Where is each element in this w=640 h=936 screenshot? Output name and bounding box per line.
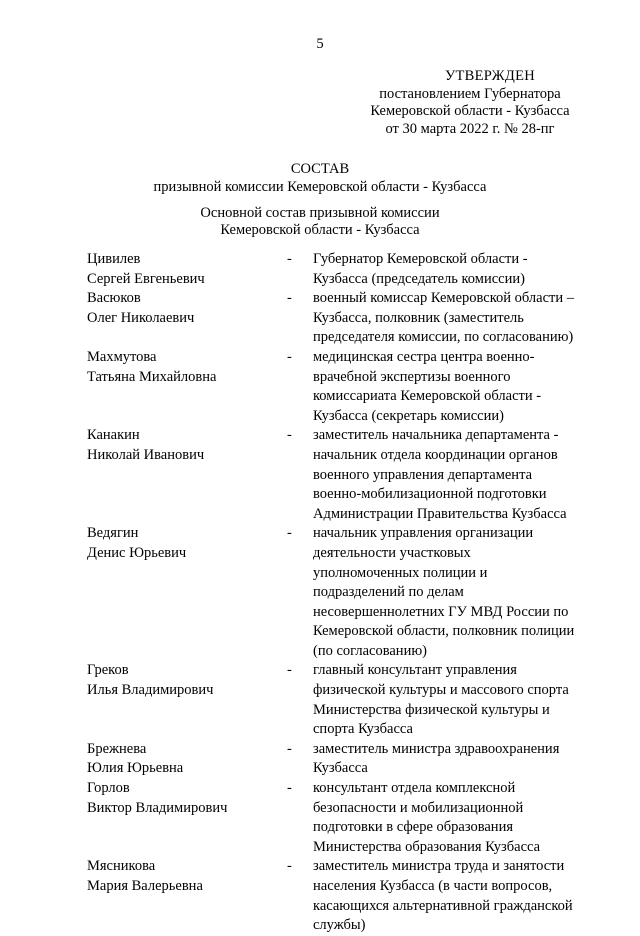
member-surname: Цивилев	[87, 251, 141, 267]
member-position	[313, 250, 593, 289]
member-name	[87, 857, 287, 935]
member-position-line: физической культуры и массового спорта	[313, 682, 569, 699]
member-position-line: военный комиссар Кемеровской области –	[313, 290, 574, 307]
member-dash: -	[287, 348, 292, 365]
member-surname: Ведягин	[87, 525, 139, 542]
member-position-line: деятельности участковых	[313, 544, 471, 561]
member-position-line: службы)	[313, 917, 366, 934]
member-dash: -	[287, 858, 292, 875]
member-row	[87, 426, 607, 524]
member-position-line: Кузбасса (председатель комиссии)	[313, 270, 525, 287]
document-subtitle: призывной комиссии Кемеровской области - Кузбасса	[153, 179, 487, 195]
approval-line: постановлением Губернатора	[379, 85, 561, 102]
member-position-line: спорта Кузбасса	[313, 721, 413, 738]
member-given-name: Сергей Евгеньевич	[87, 270, 205, 287]
member-position-line: несовершеннолетних ГУ МВД России по	[313, 603, 569, 620]
member-dash: -	[287, 662, 292, 679]
member-given-name: Денис Юрьевич	[87, 544, 187, 561]
member-position-line: (по согласованию)	[313, 642, 427, 659]
member-position-line: Губернатор Кемеровской области -	[313, 251, 528, 267]
document-title: СОСТАВ	[290, 161, 350, 177]
member-position-line: Администрации Правительства Кузбасса	[313, 505, 567, 522]
member-surname: Васюков	[87, 290, 141, 307]
member-name	[87, 740, 287, 779]
member-dash: -	[287, 251, 292, 267]
page-number: 5	[316, 36, 324, 52]
member-position-line: касающихся альтернативной гражданской	[313, 897, 573, 914]
member-name	[87, 779, 287, 857]
member-position-line: военно-мобилизационной подготовки	[313, 486, 547, 503]
member-position-line: Кузбасса, полковник (заместитель	[313, 309, 524, 326]
member-dash: -	[287, 740, 292, 757]
member-list	[87, 250, 607, 936]
member-position-line: Министерства образования Кузбасса	[313, 838, 541, 855]
approval-date: от 30 марта 2022 г. № 28-пг	[385, 120, 555, 137]
member-position-line: заместитель министра здравоохранения	[313, 740, 560, 757]
member-position	[313, 779, 593, 857]
member-position-line: подразделений по делам	[313, 584, 464, 601]
member-position-line: Кузбасса (секретарь комиссии)	[313, 407, 504, 424]
member-position-line: председателя комиссии, по согласованию)	[313, 329, 574, 346]
approval-line: Кемеровской области - Кузбасса	[370, 103, 570, 119]
member-position-line: главный консультант управления	[313, 662, 517, 679]
member-position-line: военного управления департамента	[313, 466, 533, 483]
member-position-line: Кемеровской области, полковник полиции	[313, 623, 575, 640]
member-position-line: начальник отдела координации органов	[313, 446, 558, 463]
member-position-line: заместитель начальника департамента -	[313, 427, 559, 444]
member-row	[87, 289, 607, 348]
member-position-line: Кузбасса	[313, 760, 368, 777]
member-given-name: Илья Владимирович	[87, 682, 214, 699]
member-dash: -	[287, 427, 292, 444]
member-row	[87, 348, 607, 426]
member-position	[313, 661, 593, 739]
member-row	[87, 661, 607, 739]
member-position-line: безопасности и мобилизационной	[313, 799, 524, 816]
member-position-line: начальник управления организации	[313, 525, 534, 542]
member-given-name: Николай Иванович	[87, 446, 205, 463]
member-position-line: уполномоченных полиции и	[313, 564, 488, 581]
member-position-line: подготовки в сфере образования	[313, 819, 513, 836]
member-surname: Греков	[87, 662, 129, 679]
section-heading	[0, 205, 640, 239]
member-position-line: заместитель министра труда и занятости	[313, 858, 565, 875]
section-title-line: Основной состав призывной комиссии	[200, 205, 440, 221]
member-position-line: врачебной экспертизы военного	[313, 368, 511, 385]
member-position-line: консультант отдела комплексной	[313, 780, 516, 797]
member-surname: Брежнева	[87, 740, 147, 757]
member-name	[87, 289, 287, 348]
member-row	[87, 740, 607, 779]
member-dash: -	[287, 525, 292, 542]
approval-block	[340, 68, 600, 138]
member-surname: Канакин	[87, 427, 140, 444]
section-title-line: Кемеровской области - Кузбасса	[220, 222, 420, 238]
member-name	[87, 348, 287, 426]
member-surname: Горлов	[87, 780, 130, 797]
member-dash: -	[287, 290, 292, 307]
member-given-name: Татьяна Михайловна	[87, 368, 217, 385]
member-given-name: Мария Валерьевна	[87, 878, 203, 894]
member-row	[87, 779, 607, 857]
member-row	[87, 524, 607, 661]
member-name	[87, 426, 287, 524]
member-row	[87, 250, 607, 289]
member-row	[87, 857, 607, 935]
member-position-line: населения Кузбасса (в части вопросов,	[313, 878, 553, 894]
member-position-line: Министерства физической культуры и	[313, 701, 550, 718]
member-given-name: Виктор Владимирович	[87, 799, 228, 816]
approval-title: УТВЕРЖДЕН	[444, 68, 536, 84]
member-name	[87, 661, 287, 739]
member-position	[313, 740, 593, 779]
member-position	[313, 524, 593, 661]
member-position	[313, 348, 593, 426]
member-given-name: Олег Николаевич	[87, 309, 195, 326]
member-surname: Мясникова	[87, 858, 156, 875]
member-given-name: Юлия Юрьевна	[87, 760, 184, 777]
member-position	[313, 426, 593, 524]
member-name	[87, 524, 287, 661]
document-heading	[0, 160, 640, 196]
member-position-line: комиссариата Кемеровской области -	[313, 388, 542, 405]
member-dash: -	[287, 780, 292, 797]
member-position-line: медицинская сестра центра военно-	[313, 348, 535, 365]
member-name	[87, 250, 287, 289]
member-position	[313, 857, 593, 935]
member-surname: Махмутова	[87, 348, 157, 365]
member-position	[313, 289, 593, 348]
